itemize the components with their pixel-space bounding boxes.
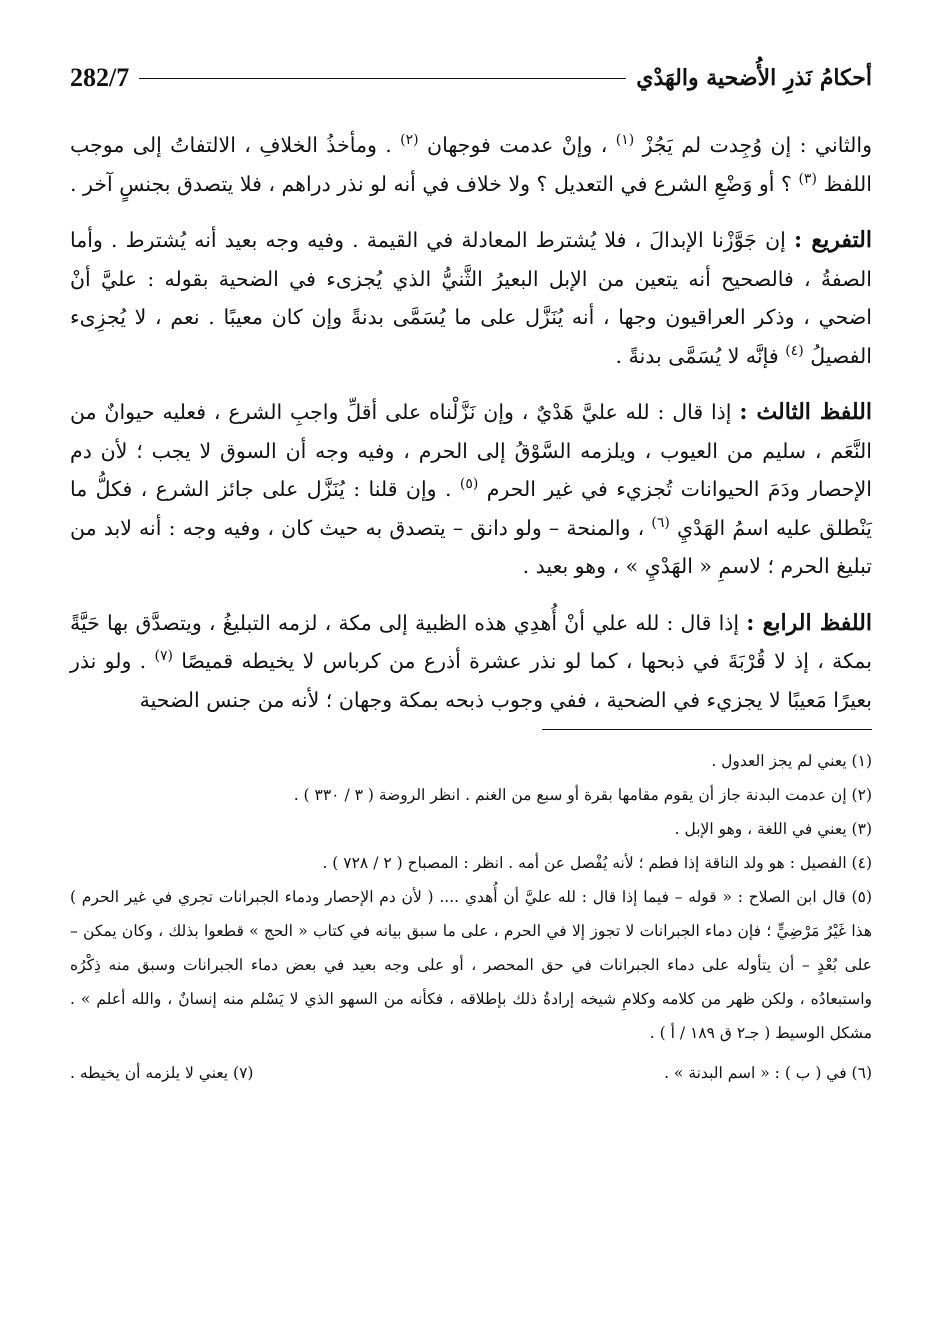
footnote-marker-3: (٣) bbox=[798, 170, 817, 187]
footnote-1: (١) يعني لم يجز العدول . bbox=[711, 752, 872, 770]
footnote-marker-1: (١) bbox=[615, 132, 635, 149]
footnote-3: (٣) يعني في اللغة ، وهو الإبل . bbox=[674, 820, 872, 838]
footnote-4: (٤) الفصيل : هو ولد الناقة إذا فطم ؛ لأنه يُفْصل عن أمه . انظر : المصباح ( ٢ / ٧٢٨ ) . bbox=[322, 854, 872, 872]
paragraph-2 bbox=[70, 221, 872, 375]
footnote-separator bbox=[542, 729, 872, 730]
footnote-7: (٧) يعني لا يلزمه أن يخيطه . bbox=[70, 1064, 254, 1082]
paragraph-text: . ولو نذر بعيرًا مَعيبًا لا يجزيء في الضحية ، ففي وجوب ذبحه بمكة وجهان ؛ لأنه من جنس الضحية bbox=[70, 649, 872, 712]
footnotes bbox=[70, 744, 872, 1090]
footnote-6: (٦) في ( ب ) : « اسم البدنة » . bbox=[664, 1064, 872, 1082]
footnote-marker-5: (٥) bbox=[459, 476, 479, 493]
page-number: 282/7 bbox=[70, 63, 130, 92]
paragraph-text: . ومأخذُ الخلافِ ، الالتفاتُ إلى موجب اللفظ bbox=[70, 133, 872, 196]
page-header bbox=[70, 48, 872, 108]
footnote-row-6-7 bbox=[70, 1056, 872, 1090]
header-rule bbox=[139, 78, 626, 79]
footnote-marker-6: (٦) bbox=[651, 514, 670, 531]
footnote-marker-4: (٤) bbox=[785, 342, 804, 359]
paragraph-text: إذا قال : لله عليَّ هَدْيٌ ، وإن نَزَّلْناه على أقلِّ واجبِ الشرع ، فعليه حيوانٌ من النَّعَم ، سليم من العيوب ، ويلزمه السَّوْقُ إلى الحرم ، وفيه وجه أن السوق لا يجب ؛ لأن دم الإحصار ودَمَ الحيوانات تُجزيء في غير الحرم bbox=[70, 400, 872, 501]
section-heading-third: اللفظ الثالث : bbox=[739, 399, 872, 425]
paragraph-4 bbox=[70, 604, 872, 720]
footnote-marker-2: (٢) bbox=[400, 132, 419, 149]
paragraph-1 bbox=[70, 126, 872, 203]
running-title: أحكامُ نَذرِ الأُضحية والهَدْي bbox=[636, 65, 872, 91]
footnote-5: (٥) قال ابن الصلاح : « قوله – فيما إذا قال : لله عليَّ أن أُهدي .... ( لأن دم الإحصار ودماء الجبرانات تجري في غير الحرم ) هذا غَيْرُ مَرْضِيٍّ ؛ فإن دماء الجبرانات لا تجوز إلا في الحرم ، على ما سبق بيانه في كتاب « الحج » قطعوا بذلك ، وكان يمكن – على بُعْدٍ – أن يتأوله على دماء الجبرانات في حق المحصر ، أو على وجه بعيد في بعض دماء الجبرانات وسبق منه ذِكْرُه واستبعادُه ، ولكن ظهر من كلامه وكلامِ شيخه إرادةُ ذلك بإطلاقه ، فكأنه من السهو الذي لا يَسْلم منه إنسانٌ ، والله أعلم » . مشكل الوسيط ( جـ٢ ق ١٨٩ / أ ) . bbox=[70, 888, 872, 1042]
paragraph-text: ، وإنْ عدمت فوجهان bbox=[427, 133, 608, 157]
main-text bbox=[70, 126, 872, 719]
paragraph-text: . وإن قلنا : يُنَزَّل على جائز الشرع ، فكلُّ ما يَنْطلق عليه اسمُ الهَدْيِ bbox=[70, 477, 872, 540]
paragraph-3 bbox=[70, 393, 872, 586]
footnote-2: (٢) إن عدمت البدنة جاز أن يقوم مقامها بقرة أو سبع من الغنم . انظر الروضة ( ٣ / ٣٣٠ ) . bbox=[293, 786, 872, 804]
paragraph-text: إن جَوَّزْنا الإبدالَ ، فلا يُشترط المعادلة في القيمة . وفيه وجه بعيد أنه يُشترط . وأما الصفةُ ، فالصحيح أنه يتعين من الإبل البعيرُ الثَّنيُّ الذي يُجزىء في الضحية بقوله : عليَّ أنْ اضحي ، وذكر العراقيون وجها ، أنه يُنَزَّل على ما يُسَمَّى بدنةً وإن كان معيبًا . نعم ، لا يُجزِىء الفصيلُ bbox=[70, 228, 872, 368]
book-page bbox=[70, 48, 872, 1340]
section-heading-fourth: اللفظ الرابع : bbox=[746, 609, 872, 636]
paragraph-text: ؟ أو وَضْعِ الشرع في التعديل ؟ ولا خلاف في أنه لو نذر دراهم ، فلا يتصدق بجنسٍ آخر . bbox=[70, 171, 792, 196]
paragraph-text: إذا قال : لله علي أنْ أُهدِي هذه الظبية إلى مكة ، لزمه التبليغُ ، ويتصدَّق بها حَيَّةً بمكة ، إذ لا قُرْبَةَ في ذبحها ، كما لو نذر عشرة أذرع من كرباس لا يخيطه قميصًا bbox=[70, 610, 872, 673]
paragraph-text: ، والمنحة – ولو دانق – يتصدق به حيث كان ، وفيه وجه : أنه لابد من تبليغ الحرم ؛ لاسمِ « الهَدْيِ » ، وهو بعيد . bbox=[70, 515, 872, 578]
paragraph-text: فإنَّه لا يُسَمَّى بدنةً . bbox=[615, 343, 779, 368]
section-heading-tafri: التفريع : bbox=[794, 227, 872, 253]
paragraph-text: والثاني : إن وُجِدت لم يَجُزْ bbox=[642, 133, 872, 157]
footnote-marker-7: (٧) bbox=[154, 648, 173, 665]
